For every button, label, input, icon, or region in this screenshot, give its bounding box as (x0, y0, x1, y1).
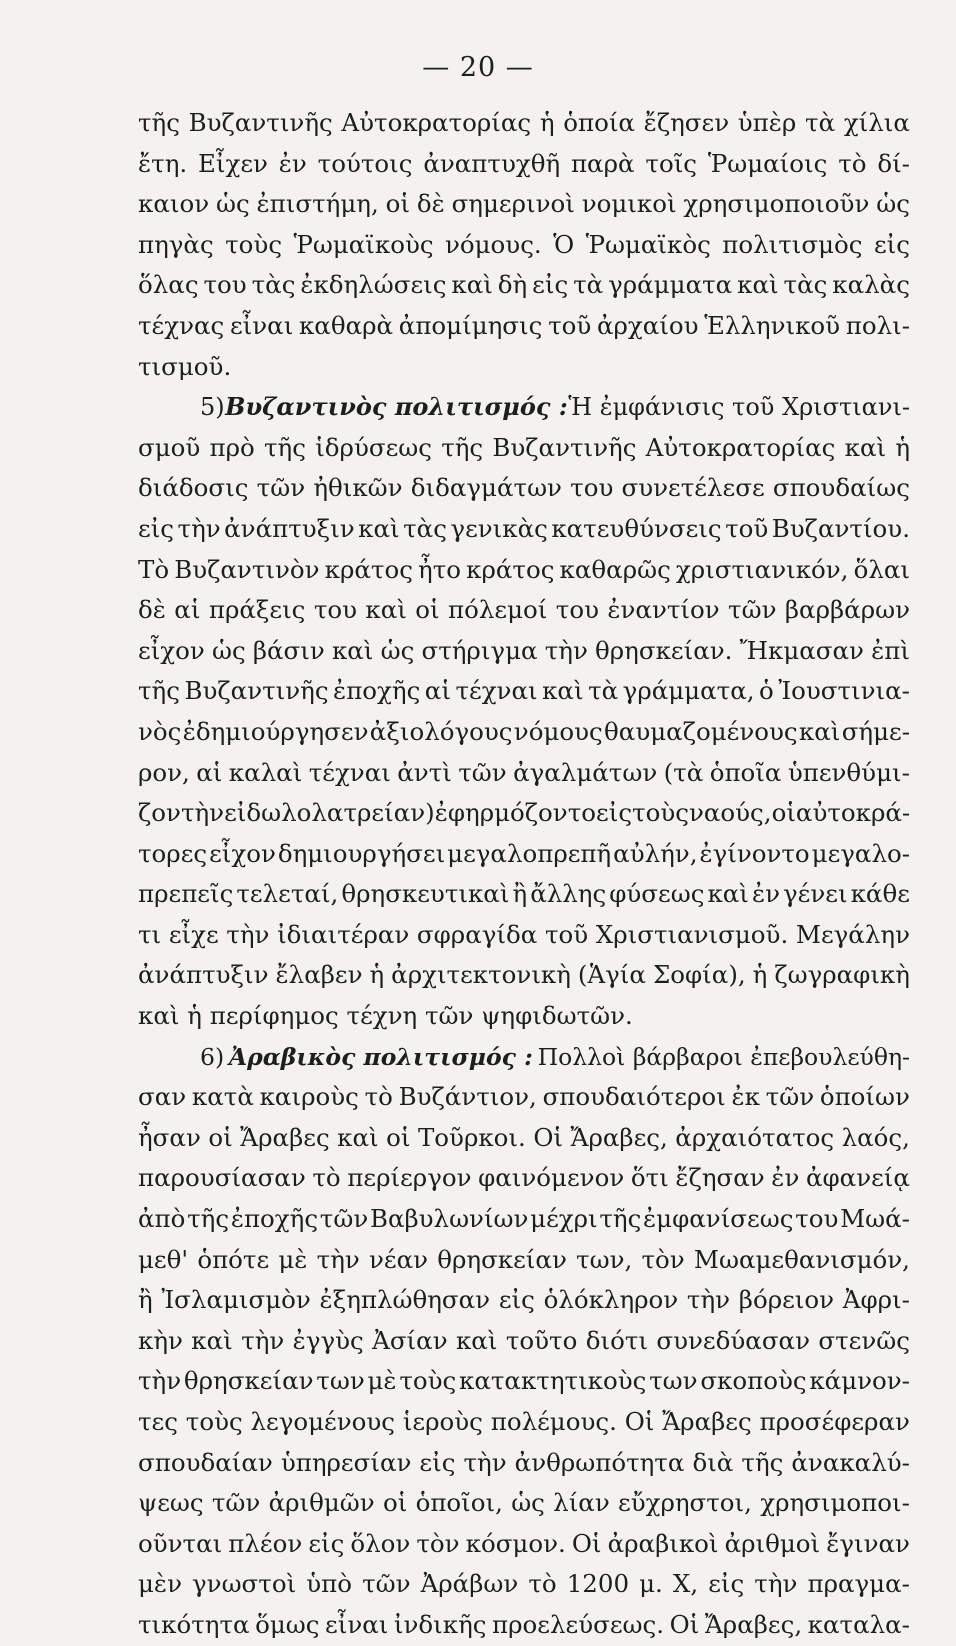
text-line: τες τοὺς λεγομένους ἱεροὺς πολέμους. Οἱ Ἄραβες προσέφεραν (138, 1407, 910, 1436)
text-line: τικότητα ὅμως εἶναι ἰνδικῆς προελεύσεως. Οἱ Ἄραβες, καταλα- (138, 1609, 910, 1639)
text-line: ρον, αἱ καλαὶ τέχναι ἀντὶ τῶν ἀγαλμάτων (τὰ ὁποῖα ὑπενθύμι- (138, 757, 910, 787)
text-line: τι εἶχε τὴν ἰδιαιτέραν σφραγίδα τοῦ Χριστιανισμοῦ. Μεγάλην (138, 919, 910, 949)
text-line: πρεπεῖς τελεταί, θρησκευτικαὶ ἢ ἄλλης φύσεως καὶ ἐν γένει κάθε (138, 879, 910, 909)
text-line: καιον ὡς ἐπιστήμη, οἱ δὲ σημερινοὶ νομικοὶ χρησιμοποιοῦν ὡς (138, 189, 910, 219)
text-line-rest: Ἡ ἐμφάνισις τοῦ Χριστιανι- (568, 393, 910, 422)
text-line: σαν κατὰ καιροὺς τὸ Βυζάντιον, σπουδαιότεροι ἐκ τῶν ὁποίων (138, 1082, 910, 1112)
section-heading-line (138, 387, 910, 428)
text-line: μὲν γνωστοὶ ὑπὸ τῶν Ἀράβων τὸ 1200 μ. Χ, εἰς τὴν πραγμα- (138, 1569, 910, 1599)
text-line: ἀπὸ τῆς ἐποχῆς τῶν Βαβυλωνίων μέχρι τῆς ἐμφανίσεως του Μωά- (138, 1204, 910, 1234)
text-line: ἦσαν οἱ Ἄραβες καὶ οἱ Τοῦρκοι. Οἱ Ἄραβες, ἀρχαιότατος λαός, (138, 1122, 910, 1152)
text-line: Τὸ Βυζαντινὸν κράτος ἦτο κράτος καθαρῶς χριστιανικόν, ὅλαι (138, 554, 910, 584)
text-line: ἢ Ἰσλαμισμὸν ἐξηπλώθησαν εἰς ὁλόκληρον τὴν βόρειον Ἀφρι- (138, 1285, 910, 1315)
text-line: νὸς ἐδημιούργησεν ἀξιολόγους νόμους θαυμαζομένους καὶ σήμε- (138, 716, 910, 746)
text-line: οῦνται πλέον εἰς ὅλον τὸν κόσμον. Οἱ ἀραβικοὶ ἀριθμοὶ ἔγιναν (138, 1528, 910, 1558)
text-line: παρουσίασαν τὸ περίεργον φαινόμενον ὅτι ἔζησαν ἐν ἀφανείᾳ (138, 1163, 910, 1193)
text-line: τέχνας εἶναι καθαρὰ ἀπομίμησις τοῦ ἀρχαίου Ἑλληνικοῦ πολι- (138, 310, 910, 340)
text-line: πηγὰς τοὺς Ῥωμαϊκοὺς νόμους. Ὁ Ῥωμαϊκὸς πολιτισμὸς εἰς (138, 229, 910, 259)
text-line: κὴν καὶ τὴν ἐγγὺς Ἀσίαν καὶ τοῦτο διότι συνεδύασαν στενῶς (138, 1325, 910, 1355)
text-line: τορες εἶχον δημιουργήσει μεγαλοπρεπῆ αὐλήν, ἐγίνοντο μεγαλο- (138, 838, 910, 868)
body-text (138, 103, 910, 1646)
text-line: εἰς τὴν ἀνάπτυξιν καὶ τὰς γενικὰς κατευθύνσεις τοῦ Βυζαντίου. (138, 513, 910, 543)
text-line: ἀνάπτυξιν ἔλαβεν ἡ ἀρχιτεκτονικὴ (Ἁγία Σοφία), ἡ ζωγραφικὴ (138, 960, 910, 990)
section-number: 5) (200, 393, 225, 422)
text-line: καὶ ἡ περίφημος τέχνη τῶν ψηφιδωτῶν. (138, 1001, 633, 1031)
text-line: μεθ' ὁπότε μὲ τὴν νέαν θρησκείαν των, τὸν Μωαμεθανισμόν, (138, 1244, 910, 1274)
section-heading-line (138, 1037, 910, 1078)
text-line: ψεως τῶν ἀριθμῶν οἱ ὁποῖοι, ὡς λίαν εὔχρηστοι, χρησιμοποι- (138, 1488, 910, 1518)
text-line: τὴν θρησκείαν των μὲ τοὺς κατακτητικοὺς των σκοποὺς κάμνον- (138, 1366, 910, 1396)
text-line: σπουδαίαν ὑπηρεσίαν εἰς τὴν ἀνθρωπότητα διὰ τῆς ἀνακαλύ- (138, 1447, 910, 1477)
text-line: δὲ αἱ πράξεις του καὶ οἱ πόλεμοί του ἐναντίον τῶν βαρβάρων (138, 595, 910, 625)
text-line: ἔτη. Εἶχεν ἐν τούτοις ἀναπτυχθῆ παρὰ τοῖς Ῥωμαίοις τὸ δί- (138, 148, 910, 178)
text-line: τισμοῦ. (138, 351, 232, 381)
text-line-rest: Πολλοὶ βάρβαροι ἐπεβουλεύθη- (537, 1042, 910, 1071)
section-number: 6) (200, 1042, 225, 1071)
text-line: τῆς Βυζαντινῆς Αὐτοκρατορίας ἡ ὁποία ἔζησεν ὑπὲρ τὰ χίλια (138, 108, 910, 137)
text-line: ζον τὴν εἰδωλολατρείαν) ἐφηρμόζοντο εἰς τοὺς ναούς, οἱ αὐτοκρά- (138, 798, 911, 828)
section-heading: Βυζαντινὸς πολιτισμός : (225, 392, 568, 422)
text-line: σμοῦ πρὸ τῆς ἱδρύσεως τῆς Βυζαντινῆς Αὐτοκρατορίας καὶ ἡ (138, 432, 910, 462)
text-line: τῆς Βυζαντινῆς ἐποχῆς αἱ τέχναι καὶ τὰ γράμματα, ὁ Ἰουστινια- (138, 676, 910, 706)
text-line: εἶχον ὡς βάσιν καὶ ὡς στήριγμα τὴν θρησκείαν. Ἤκμασαν ἐπὶ (138, 635, 910, 665)
page-number: — 20 — (422, 52, 534, 83)
text-line: ὅλας του τὰς ἐκδηλώσεις καὶ δὴ εἰς τὰ γράμματα καὶ τὰς καλὰς (138, 270, 910, 300)
text-line: διάδοσις τῶν ἠθικῶν διδαγμάτων του συνετέλεσε σπουδαίως (138, 473, 910, 503)
section-heading: Ἀραβικὸς πολιτισμός : (228, 1042, 533, 1071)
